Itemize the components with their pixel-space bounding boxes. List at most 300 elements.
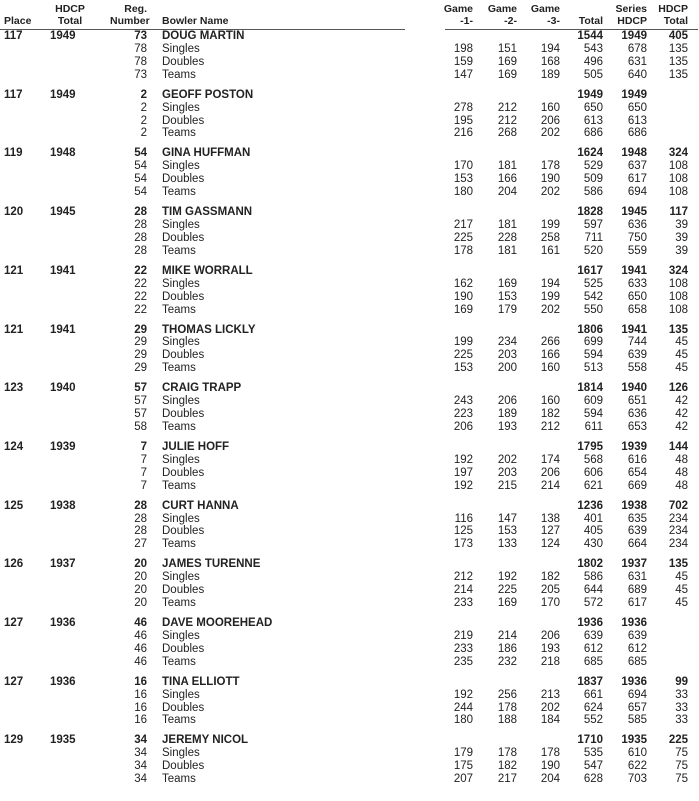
hdcp-total-value: [648, 89, 688, 102]
game-2-score: 214: [497, 629, 517, 642]
event-reg-number: 27: [134, 538, 147, 551]
event-reg-number: 78: [134, 42, 147, 55]
hdcp-total-value: 405: [668, 30, 688, 42]
hdcp-total-value: 1935: [50, 734, 76, 747]
event-name: Doubles: [162, 349, 205, 362]
bowler-name: TINA ELLIOTT: [162, 675, 240, 688]
event-total: 611: [584, 420, 603, 433]
game-3-score: 202: [540, 701, 560, 714]
bowler-name: CURT HANNA: [162, 499, 239, 512]
game-1-score: 278: [453, 101, 473, 114]
event-series-hdcp: 633: [627, 277, 647, 290]
game-1-score: 235: [453, 655, 473, 668]
reg-number: 2: [140, 88, 147, 101]
event-name: Doubles: [162, 466, 205, 479]
event-name: Singles: [162, 277, 200, 290]
game-2-score: 151: [497, 42, 517, 55]
game-1-score: 147: [453, 68, 473, 81]
event-series-hdcp: 694: [627, 688, 647, 701]
game-2-score: 178: [497, 701, 517, 714]
game-3-score: 168: [540, 55, 560, 68]
event-reg-number: 34: [134, 760, 147, 773]
header-place: Place: [4, 15, 32, 27]
game-2-score: 215: [497, 479, 517, 492]
game-3-score: 178: [540, 160, 560, 173]
event-total: 609: [583, 395, 603, 408]
event-reg-number: 73: [134, 68, 147, 81]
event-hdcp: [648, 115, 688, 128]
event-series-hdcp: 640: [627, 68, 647, 81]
total-value: 1949: [577, 88, 603, 101]
event-name: Doubles: [162, 701, 205, 714]
event-hdcp: 234: [668, 525, 688, 538]
event-hdcp: 45: [675, 571, 688, 584]
event-reg-number: 34: [134, 747, 147, 760]
event-series-hdcp: 650: [627, 290, 647, 303]
game-3-score: 182: [540, 408, 560, 420]
event-name: Teams: [162, 362, 196, 375]
event-hdcp: 234: [668, 538, 688, 551]
header-hdcp-total2: HDCP: [658, 3, 688, 15]
game-1-score: 198: [453, 42, 473, 55]
reg-number: 34: [134, 734, 147, 747]
event-hdcp: [648, 630, 688, 643]
game-2-score: 181: [497, 160, 517, 173]
event-total: 644: [583, 584, 603, 597]
game-1-score: 243: [453, 395, 473, 408]
game-2-score: 153: [497, 290, 517, 303]
game-2-score: 204: [497, 186, 517, 199]
game-3-score: 206: [540, 114, 560, 127]
event-reg-number: 54: [134, 186, 147, 199]
game-3-score: 138: [540, 512, 560, 525]
event-total: 509: [583, 173, 603, 186]
header-total: Total: [578, 15, 603, 27]
event-reg-number: 16: [134, 714, 147, 727]
event-name: Teams: [162, 773, 196, 786]
event-total: 505: [583, 68, 603, 81]
event-hdcp: 42: [675, 408, 688, 420]
total-value: 1936: [577, 617, 603, 629]
place-value: 124: [4, 440, 24, 453]
game-1-score: 153: [453, 173, 473, 186]
event-total: 430: [583, 538, 603, 551]
bowler-name: JAMES TURENNE: [162, 558, 261, 571]
event-reg-number: 28: [134, 512, 147, 525]
event-hdcp: 45: [675, 362, 688, 375]
event-hdcp: 48: [675, 479, 688, 492]
game-2-score: 182: [497, 760, 517, 773]
event-reg-number: 16: [134, 701, 147, 714]
game-3-score: 178: [540, 747, 560, 760]
event-series-hdcp: 622: [627, 760, 647, 773]
series-hdcp-value: 1949: [621, 30, 647, 42]
place-value: 123: [4, 382, 24, 395]
game-3-score: 160: [540, 101, 560, 114]
game-1-score: 197: [453, 466, 473, 479]
event-name: Teams: [162, 597, 196, 609]
bowler-name: DOUG MARTIN: [162, 30, 245, 42]
event-reg-number: 2: [140, 114, 147, 127]
series-hdcp-value: 1938: [621, 499, 647, 512]
game-1-score: 162: [453, 277, 473, 290]
game-1-score: 244: [453, 701, 473, 714]
event-reg-number: 2: [140, 127, 147, 140]
reg-number: 29: [134, 323, 147, 336]
event-name: Doubles: [162, 642, 205, 655]
event-series-hdcp: 613: [627, 114, 647, 127]
event-hdcp: 135: [668, 68, 688, 81]
event-name: Teams: [162, 420, 196, 433]
game-1-score: 207: [453, 773, 473, 786]
header-game2: Game: [487, 3, 517, 15]
series-hdcp-value: 1937: [621, 558, 647, 571]
event-reg-number: 22: [134, 303, 147, 316]
reg-number: 28: [134, 206, 147, 219]
hdcp-total-value: 117: [669, 206, 688, 219]
event-reg-number: 58: [134, 420, 147, 433]
game-1-score: 214: [453, 584, 473, 597]
event-total: 542: [583, 290, 603, 303]
event-name: Singles: [162, 42, 200, 55]
game-2-score: 192: [497, 571, 517, 584]
place-value: 125: [4, 499, 24, 512]
game-2-score: 212: [497, 114, 517, 127]
event-series-hdcp: 636: [627, 408, 647, 420]
event-hdcp: 75: [675, 760, 688, 773]
game-1-score: 219: [453, 629, 473, 642]
total-value: 1624: [577, 147, 603, 160]
total-value: 1828: [577, 206, 603, 219]
event-reg-number: 54: [134, 160, 147, 173]
event-total: 525: [583, 277, 603, 290]
game-1-score: 159: [453, 55, 473, 68]
event-series-hdcp: 678: [627, 42, 647, 55]
event-name: Teams: [162, 303, 196, 316]
header-game2: -2-: [504, 15, 517, 27]
game-2-score: 200: [497, 362, 517, 375]
header-hdcp-total: HDCP: [55, 3, 85, 15]
event-name: Doubles: [162, 114, 205, 127]
event-total: 513: [583, 362, 603, 375]
bowler-name: TIM GASSMANN: [162, 206, 253, 219]
game-1-score: 206: [453, 420, 473, 433]
game-1-score: 223: [453, 408, 473, 420]
event-reg-number: 28: [134, 244, 147, 257]
game-3-score: 160: [540, 395, 560, 408]
place-value: 117: [4, 88, 23, 101]
event-name: Doubles: [162, 231, 205, 244]
game-3-score: 202: [540, 127, 560, 140]
hdcp-total-value: 324: [668, 147, 688, 160]
event-hdcp: 45: [675, 336, 688, 349]
hdcp-total-value: 135: [668, 558, 688, 571]
event-series-hdcp: 650: [627, 101, 647, 114]
event-total: 685: [583, 655, 603, 668]
event-name: Singles: [162, 219, 200, 231]
event-series-hdcp: 686: [627, 127, 647, 140]
game-3-score: 213: [540, 688, 560, 701]
series-hdcp-value: 1935: [621, 734, 647, 747]
game-2-score: 225: [497, 584, 517, 597]
event-hdcp: 42: [675, 395, 688, 408]
event-total: 711: [584, 231, 603, 244]
event-reg-number: 7: [140, 453, 147, 466]
game-1-score: 116: [454, 512, 473, 525]
game-3-score: 190: [540, 760, 560, 773]
event-name: Doubles: [162, 408, 205, 420]
game-3-score: 124: [540, 538, 560, 551]
game-1-score: 153: [453, 362, 473, 375]
hdcp-total-value: 99: [675, 675, 688, 688]
place-value: 127: [4, 617, 24, 629]
event-total: 639: [583, 629, 603, 642]
event-name: Singles: [162, 395, 200, 408]
game-1-score: 192: [453, 453, 473, 466]
event-name: Singles: [162, 453, 200, 466]
event-series-hdcp: 639: [627, 349, 647, 362]
game-3-score: 202: [540, 303, 560, 316]
event-reg-number: 7: [140, 479, 147, 492]
game-3-score: 206: [540, 466, 560, 479]
event-total: 550: [583, 303, 603, 316]
event-total: 572: [583, 597, 603, 609]
event-total: 628: [583, 773, 603, 786]
header-hdcp-total2: Total: [663, 15, 688, 27]
event-total: 650: [583, 101, 603, 114]
event-name: Singles: [162, 160, 200, 173]
game-2-score: 212: [497, 101, 517, 114]
hdcp-total-value: 1945: [50, 206, 76, 219]
event-hdcp: 45: [675, 584, 688, 597]
event-hdcp: 48: [675, 466, 688, 479]
game-3-score: 266: [540, 336, 560, 349]
event-series-hdcp: 689: [627, 584, 647, 597]
game-3-score: 190: [540, 173, 560, 186]
hdcp-total-value: 1948: [50, 147, 76, 160]
event-series-hdcp: 669: [627, 479, 647, 492]
event-total: 543: [583, 42, 603, 55]
series-hdcp-value: 1939: [621, 440, 647, 453]
event-series-hdcp: 685: [627, 655, 647, 668]
reg-number: 16: [134, 675, 147, 688]
total-value: 1802: [577, 558, 603, 571]
game-1-score: 216: [453, 127, 473, 140]
game-1-score: 233: [453, 642, 473, 655]
event-name: Teams: [162, 538, 196, 551]
event-reg-number: 20: [134, 584, 147, 597]
event-hdcp: 48: [675, 453, 688, 466]
series-hdcp-value: 1941: [621, 264, 647, 277]
event-reg-number: 46: [134, 642, 147, 655]
event-total: 606: [583, 466, 603, 479]
hdcp-total-value: 1939: [50, 440, 76, 453]
event-hdcp: 75: [675, 747, 688, 760]
game-2-score: 153: [497, 525, 517, 538]
total-value: 1814: [577, 382, 603, 395]
event-reg-number: 46: [134, 629, 147, 642]
event-total: 594: [583, 349, 603, 362]
reg-number: 54: [134, 147, 147, 160]
event-series-hdcp: 664: [627, 538, 647, 551]
event-reg-number: 54: [134, 173, 147, 186]
event-name: Singles: [162, 336, 200, 349]
game-1-score: 225: [453, 349, 473, 362]
event-reg-number: 57: [134, 408, 147, 420]
event-reg-number: 22: [134, 290, 147, 303]
hdcp-total-value: 225: [668, 734, 688, 747]
place-value: 117: [4, 30, 23, 42]
event-reg-number: 28: [134, 219, 147, 231]
event-hdcp: 135: [668, 42, 688, 55]
event-name: Singles: [162, 512, 200, 525]
event-hdcp: [648, 102, 688, 115]
game-1-score: 178: [453, 244, 473, 257]
event-name: Singles: [162, 629, 200, 642]
hdcp-total-value: 126: [668, 382, 688, 395]
event-name: Teams: [162, 479, 196, 492]
event-total: 586: [583, 186, 603, 199]
event-total: 613: [583, 114, 603, 127]
game-1-score: 233: [453, 597, 473, 609]
game-3-score: 199: [540, 219, 560, 231]
hdcp-total-value: [648, 617, 688, 630]
event-name: Teams: [162, 714, 196, 727]
event-hdcp: 75: [675, 773, 688, 786]
event-reg-number: 20: [134, 597, 147, 609]
event-hdcp: 45: [675, 349, 688, 362]
hdcp-total-value: 1936: [50, 675, 76, 688]
game-2-score: 203: [497, 466, 517, 479]
game-3-score: 184: [540, 714, 560, 727]
event-total: 621: [583, 479, 603, 492]
event-hdcp: 39: [675, 219, 688, 231]
bowler-name: GINA HUFFMAN: [162, 147, 251, 160]
event-series-hdcp: 639: [627, 525, 647, 538]
total-value: 1710: [577, 734, 603, 747]
game-1-score: 225: [453, 231, 473, 244]
event-total: 496: [583, 55, 603, 68]
event-hdcp: 108: [668, 160, 688, 173]
hdcp-total-value: 1941: [50, 323, 76, 336]
hdcp-total-value: 1938: [50, 499, 76, 512]
game-2-score: 232: [497, 655, 517, 668]
event-reg-number: 29: [134, 362, 147, 375]
game-1-score: 195: [453, 114, 473, 127]
hdcp-total-value: 144: [668, 440, 688, 453]
reg-number: 22: [134, 264, 147, 277]
event-series-hdcp: 585: [627, 714, 647, 727]
event-total: 661: [583, 688, 603, 701]
event-series-hdcp: 617: [627, 597, 647, 609]
series-hdcp-value: 1948: [621, 147, 647, 160]
bowler-name: JULIE HOFF: [162, 440, 230, 453]
event-hdcp: 108: [668, 303, 688, 316]
header-game1: Game: [443, 3, 473, 15]
game-3-score: 212: [540, 420, 560, 433]
total-value: 1795: [577, 440, 603, 453]
game-3-score: 258: [540, 231, 560, 244]
bowler-name: JEREMY NICOL: [162, 734, 249, 747]
game-3-score: 127: [540, 525, 560, 538]
series-hdcp-value: 1936: [621, 617, 647, 629]
hdcp-total-value: 1949: [50, 88, 76, 101]
reg-number: 46: [134, 617, 147, 629]
event-total: 401: [583, 512, 603, 525]
hdcp-total-value: 1937: [50, 558, 76, 571]
game-2-score: 181: [497, 244, 517, 257]
bowler-name: CRAIG TRAPP: [162, 382, 242, 395]
event-total: 686: [583, 127, 603, 140]
game-2-score: 178: [497, 747, 517, 760]
event-series-hdcp: 616: [627, 453, 647, 466]
event-name: Singles: [162, 101, 200, 114]
hdcp-total-value: 324: [668, 264, 688, 277]
event-reg-number: 20: [134, 571, 147, 584]
event-reg-number: 28: [134, 525, 147, 538]
event-name: Teams: [162, 655, 196, 668]
event-name: Teams: [162, 68, 196, 81]
event-reg-number: 16: [134, 688, 147, 701]
game-2-score: 234: [497, 336, 517, 349]
total-value: 1806: [577, 323, 603, 336]
event-name: Doubles: [162, 290, 205, 303]
reg-number: 57: [134, 382, 147, 395]
series-hdcp-value: 1941: [621, 323, 647, 336]
event-hdcp: [648, 643, 688, 656]
game-3-score: 199: [540, 290, 560, 303]
game-1-score: 180: [453, 714, 473, 727]
bowler-name: THOMAS LICKLY: [162, 323, 256, 336]
header-bowler-name: Bowler Name: [162, 15, 229, 27]
event-name: Doubles: [162, 760, 205, 773]
game-3-score: 194: [540, 42, 560, 55]
game-2-score: 203: [497, 349, 517, 362]
bowler-name: MIKE WORRALL: [162, 264, 253, 277]
place-value: 121: [4, 264, 24, 277]
event-series-hdcp: 750: [627, 231, 647, 244]
event-total: 594: [583, 408, 603, 420]
game-1-score: 192: [453, 479, 473, 492]
event-name: Doubles: [162, 55, 205, 68]
reg-number: 28: [134, 499, 147, 512]
bowler-name: GEOFF POSTON: [162, 88, 254, 101]
event-total: 535: [583, 747, 603, 760]
total-value: 1617: [577, 264, 603, 277]
game-2-score: 179: [497, 303, 517, 316]
event-series-hdcp: 617: [627, 173, 647, 186]
event-reg-number: 29: [134, 336, 147, 349]
event-hdcp: 33: [675, 688, 688, 701]
event-hdcp: 39: [675, 231, 688, 244]
header-game1: -1-: [460, 15, 473, 27]
game-2-score: 217: [497, 773, 517, 786]
hdcp-total-value: 135: [668, 323, 688, 336]
event-total: 529: [583, 160, 603, 173]
series-hdcp-value: 1936: [621, 675, 647, 688]
game-2-score: 147: [497, 512, 517, 525]
total-value: 1544: [577, 30, 603, 42]
event-name: Doubles: [162, 525, 205, 538]
reg-number: 73: [134, 30, 147, 42]
game-2-score: 181: [497, 219, 517, 231]
event-hdcp: 108: [668, 186, 688, 199]
game-3-score: 189: [540, 68, 560, 81]
game-2-score: 166: [497, 173, 517, 186]
event-series-hdcp: 658: [627, 303, 647, 316]
game-3-score: 206: [540, 629, 560, 642]
game-1-score: 169: [453, 303, 473, 316]
